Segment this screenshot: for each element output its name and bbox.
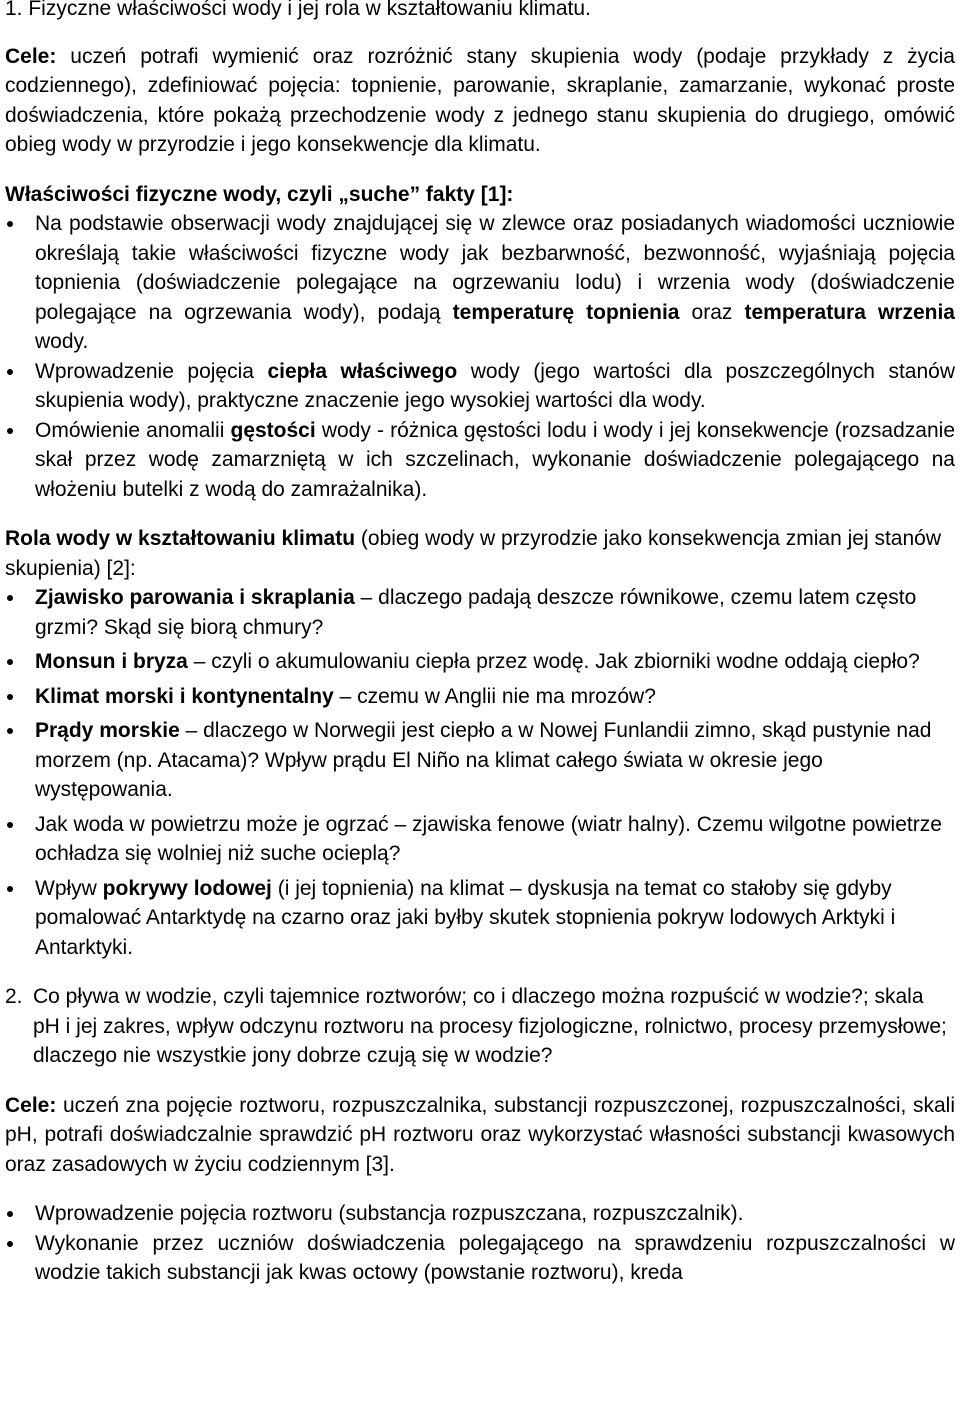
climate-heading-rest: (obieg wody w przyrodzie jako konsekwencja zmian jej stanów skupienia) [2]: [5,527,942,580]
goals-label: Cele: [5,1093,57,1117]
spacer [5,160,955,180]
list-item [5,810,955,869]
list-item [5,209,955,357]
list-item [5,682,955,712]
item-bold: ciepła właściwego [267,359,458,383]
item-text: – czyli o akumulowaniu ciepła przez wodę. Jak zbiorniki wodne oddają ciepło? [187,650,920,673]
spacer [5,1071,955,1091]
goals-text: uczeń potrafi wymienić oraz rozróżnić stany skupienia wody (podaje przykłady z życia codziennego), zdefiniować pojęcia: topnienie, parowanie, skraplanie, zamarzanie, wykonać proste doświadczenia, które pokażą przechodzenie wody z jednego stanu skupienia do drugiego, omówić obieg wody w przyrodzie i jego konsekwencje dla klimatu. [5,44,955,156]
spacer [5,504,955,524]
item-bold: gęstości [230,418,316,442]
list-item [5,416,955,505]
item-bold: Klimat morski i kontynentalny [35,684,334,708]
section-number: 2. [5,985,23,1008]
item-bold: Zjawisko parowania i skraplania [35,586,355,609]
spacer [5,962,955,982]
spacer [5,24,955,42]
section-2-heading [5,982,955,1071]
item-text: – dlaczego w Norwegii jest ciepło a w Nowej Funlandii zimno, skąd pustynie nad morzem (np. Atacama)? Wpływ prądu El Niño na klimat całego świata w okresie jego występowania. [35,719,932,801]
item-text: Wprowadzenie pojęcia roztworu (substancja rozpuszczana, rozpuszczalnik). [35,1202,744,1225]
item-bold: temperatura wrzenia [744,300,955,324]
item-text: Jak woda w powietrzu może je ogrzać – zjawiska fenowe (wiatr halny). Czemu wilgotne powietrze ochładza się wolniej niż suche ocieplą? [35,812,942,865]
item-text: wody (jego wartości dla poszczególnych stanów skupienia wody), praktyczne znaczenie jego wysokiej wartości dla wody. [35,359,955,412]
section-2-list [5,1199,955,1288]
list-item [5,1229,955,1288]
section-1-heading: 1. Fizyczne właściwości wody i jej rola w kształtowaniu klimatu. [5,0,591,20]
climate-heading [5,524,955,583]
properties-heading-text: Właściwości fizyczne wody, czyli „suche” fakty [1]: [5,182,514,206]
section-1-goals [5,42,955,160]
goals-label: Cele: [5,44,57,68]
goals-text: uczeń zna pojęcie roztworu, rozpuszczalnika, substancji rozpuszczonej, rozpuszczalności, skali pH, potrafi doświadczalnie sprawdzić pH roztworu oraz wykorzystać własności substancji kwasowych oraz zasadowych w życiu codziennym [3]. [5,1093,955,1176]
section-2-goals [5,1091,955,1180]
item-bold: temperaturę topnienia [452,300,680,324]
document-page [5,0,955,1288]
item-text: – dlaczego padają deszcze równikowe, czemu latem często grzmi? Skąd się biorą chmury? [35,586,917,639]
item-bold: Monsun i bryza [35,650,188,673]
list-item [5,716,955,805]
climate-heading-bold: Rola wody w kształtowaniu klimatu [5,527,356,550]
item-bold: pokrywy lodowej [102,876,272,900]
list-item [5,874,955,963]
item-text: Wpływ [35,876,103,900]
item-text: wody - różnica gęstości lodu i wody i jej konsekwencje (rozsadzanie skał przez wodę zamarzniętą w ich szczelinach, wykonanie doświadczenie polegającego na włożeniu butelki z wodą do zamrażalnika). [35,418,955,501]
properties-list [5,209,955,504]
list-item [5,357,955,416]
item-text: – czemu w Anglii nie ma mrozów? [333,684,656,708]
item-text: wody. [35,330,89,353]
spacer [5,1179,955,1199]
item-text: (i jej topnienia) na klimat – dyskusja na temat co stałoby się gdyby pomalować Antarktydę na czarno oraz jaki byłby skutek stopnienia pokryw lodowych Arktyki i Antarktyki. [35,876,896,959]
item-text: Wykonanie przez uczniów doświadczenia polegającego na sprawdzeniu rozpuszczalności w wodzie takich substancji jak kwas octowy (powstanie roztworu), kreda [35,1231,955,1284]
item-text: Na podstawie obserwacji wody znajdującej się w zlewce oraz posiadanych wiadomości uczniowie określają takie właściwości fizyczne wody jak bezbarwność, bezwonność, wyjaśniają pojęcia topnienia (doświadczenie polegające na ogrzewaniu lodu) i wrzenia wody (doświadczenie polegające na ogrzewania wody), podają [35,212,955,324]
list-item [5,1199,955,1229]
list-item [5,583,955,642]
section-2-heading-text: Co pływa w wodzie, czyli tajemnice roztworów; co i dlaczego można rozpuścić w wodzie?; skala pH i jej zakres, wpływ odczynu roztworu na procesy fizjologiczne, rolnictwo, procesy przemysłowe; dlaczego nie wszystkie jony dobrze czują się w wodzie? [33,985,947,1067]
list-item [5,647,955,677]
item-text: Omówienie anomalii [35,418,231,442]
item-bold: Prądy morskie [35,719,180,742]
item-text: Wprowadzenie pojęcia [35,359,268,383]
climate-list [5,583,955,962]
item-text: oraz [679,300,745,324]
properties-heading [5,180,955,210]
